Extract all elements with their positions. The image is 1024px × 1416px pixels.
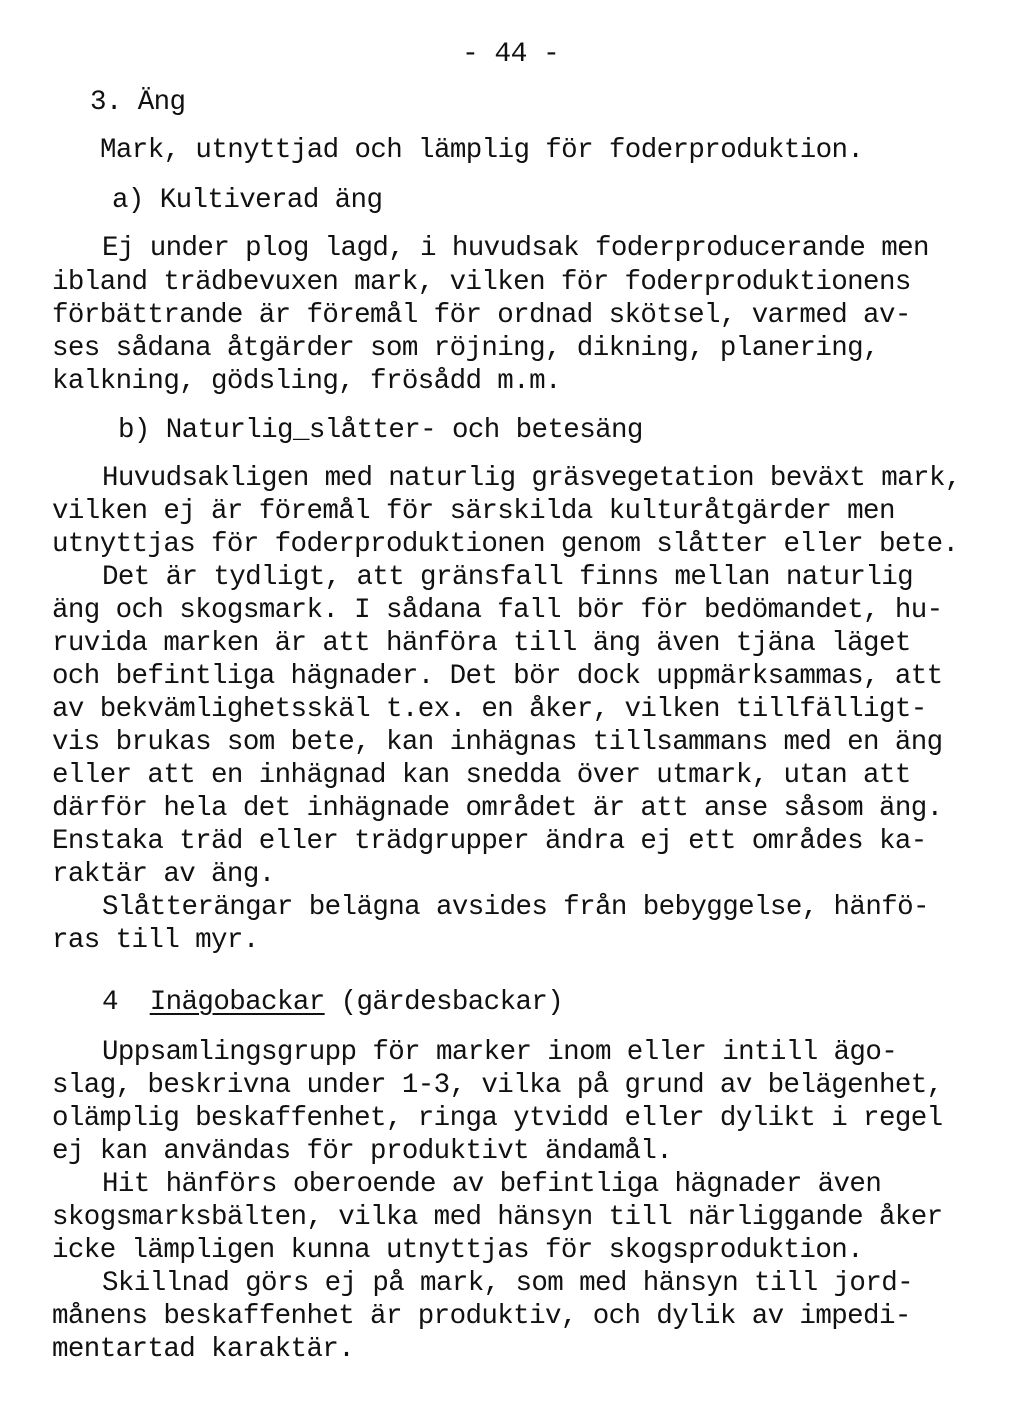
paragraph-line: skogsmarksbälten, vilka med hänsyn till närliggande åker: [52, 1202, 943, 1233]
paragraph-line: icke lämpligen kunna utnyttjas för skogsproduktion.: [52, 1235, 864, 1266]
paragraph-line: av bekvämlighetsskäl t.ex. en åker, vilken tillfälligt-: [52, 694, 927, 725]
section-4-heading: [102, 986, 563, 1019]
paragraph-line: Huvudsakligen med naturlig gräsvegetation beväxt mark,: [102, 463, 961, 494]
paragraph-line: olämplig beskaffenhet, ringa ytvidd eller dylikt i regel: [52, 1103, 943, 1134]
paragraph-line: kalkning, gödsling, frösådd m.m.: [52, 366, 561, 397]
section-3-intro: Mark, utnyttjad och lämplig för foderproduktion.: [100, 135, 864, 166]
paragraph-line: ibland trädbevuxen mark, vilken för foderproduktionens: [52, 267, 911, 298]
section-4-title: Inägobackar: [149, 987, 325, 1018]
paragraph-line: eller att en inhägnad kan snedda över utmark, utan att: [52, 760, 911, 791]
paragraph-line: Skillnad görs ej på mark, som med hänsyn till jord-: [102, 1268, 914, 1299]
paragraph-line: mentartad karaktär.: [52, 1334, 355, 1365]
paragraph-line: vis brukas som bete, kan inhägnas tillsammans med en äng: [52, 727, 943, 758]
subsection-a-title: a) Kultiverad äng: [112, 185, 383, 216]
paragraph-line: vilken ej är föremål för särskilda kulturåtgärder men: [52, 496, 895, 527]
paragraph-line: utnyttjas för foderproduktionen genom slåtter eller bete.: [52, 529, 959, 560]
paragraph-line: Hit hänförs oberoende av befintliga hägnader även: [102, 1169, 882, 1200]
paragraph-line: ses sådana åtgärder som röjning, dikning, planering,: [52, 333, 879, 364]
subsection-b-name: Naturlig_slåtter- och betesäng: [165, 415, 643, 446]
paragraph-line: och befintliga hägnader. Det bör dock uppmärksammas, att: [52, 661, 943, 692]
paragraph-line: förbättrande är föremål för ordnad skötsel, varmed av-: [52, 300, 911, 331]
section-3-heading: 3. Äng: [90, 87, 186, 118]
paragraph-line: Uppsamlingsgrupp för marker inom eller intill ägo-: [102, 1037, 898, 1068]
paragraph-line: ruvida marken är att hänföra till äng även tjäna läget: [52, 628, 911, 659]
paragraph-line: därför hela det inhägnade området är att anse såsom äng.: [52, 793, 943, 824]
section-4-number: 4: [102, 987, 118, 1018]
paragraph-line: äng och skogsmark. I sådana fall bör för bedömandet, hu-: [52, 595, 943, 626]
paragraph-line: månens beskaffenhet är produktiv, och dylik av impedi-: [52, 1301, 911, 1332]
subsection-b-label: b): [118, 415, 166, 446]
paragraph-line: ras till myr.: [52, 925, 259, 956]
paragraph-line: Det är tydligt, att gränsfall finns mellan naturlig: [102, 562, 914, 593]
subsection-b-title: [118, 414, 643, 447]
paragraph-line: Enstaka träd eller trädgrupper ändra ej ett områdes ka-: [52, 826, 927, 857]
page-number: - 44 -: [462, 39, 560, 70]
paragraph-line: slag, beskrivna under 1-3, vilka på grund av belägenhet,: [52, 1070, 943, 1101]
paragraph-line: Slåtterängar belägna avsides från bebyggelse, hänfö-: [102, 892, 929, 923]
paragraph-line: raktär av äng.: [52, 859, 275, 890]
paragraph-line: ej kan användas för produktivt ändamål.: [52, 1136, 673, 1167]
paragraph-line: Ej under plog lagd, i huvudsak foderproducerande men: [102, 233, 929, 264]
section-4-subtitle: (gärdesbackar): [324, 987, 564, 1018]
